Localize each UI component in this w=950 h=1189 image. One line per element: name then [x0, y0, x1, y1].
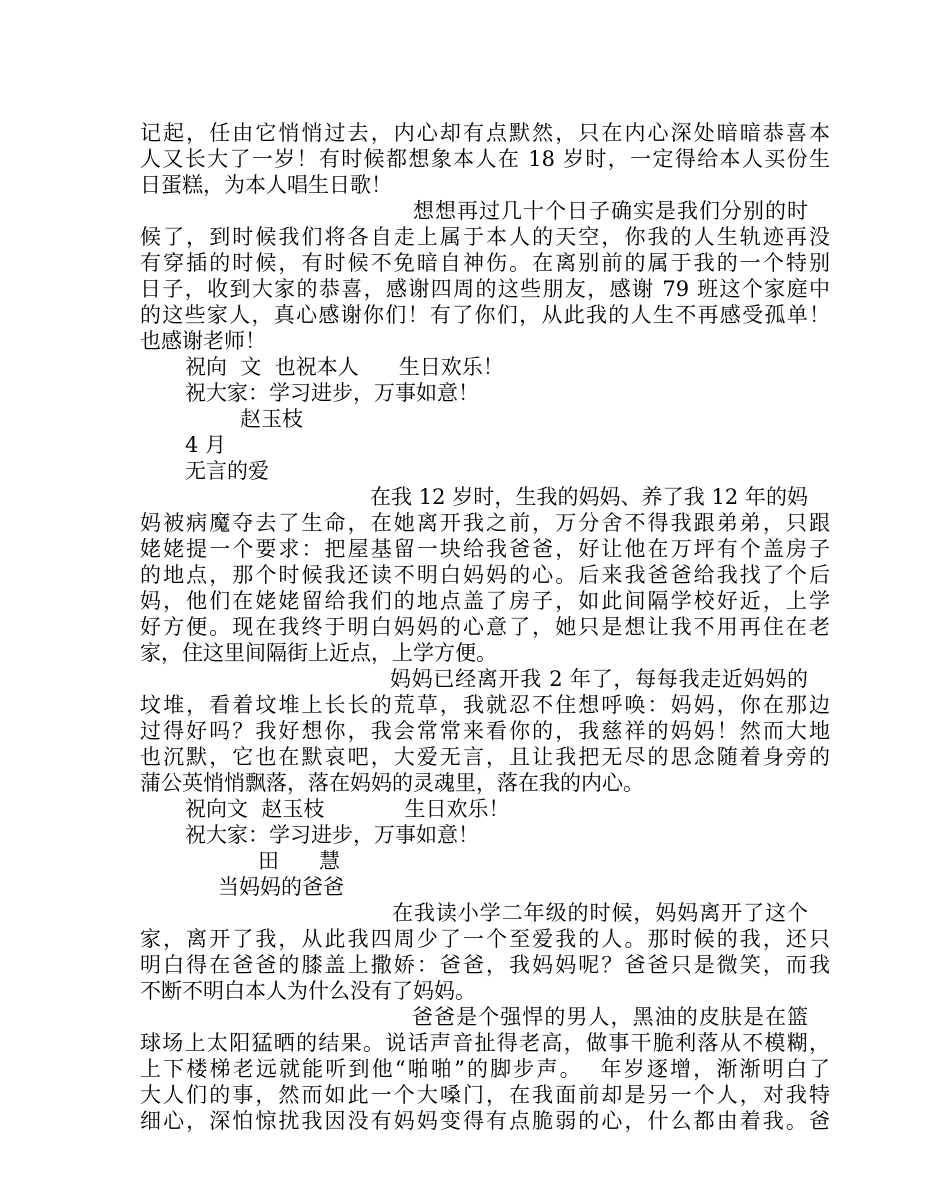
essay-title: 无言的爱	[185, 459, 269, 483]
paragraph-start-line: 爸爸是个强悍的男人，黑油的皮肤是在篮	[412, 1005, 808, 1029]
birthday-wish-line: 祝向文 赵玉枝 生日欢乐！	[185, 797, 510, 821]
text-line: 家，住这里间隔街上近点，上学方便。	[140, 641, 497, 665]
text-line: 的地点，那个时候我还读不明白妈妈的心。后来我爸爸给我找了个后	[140, 563, 830, 587]
text-line: 蒲公英悄悄飘落，落在妈妈的灵魂里，落在我的内心。	[140, 771, 644, 795]
birthday-wish-line: 祝向 文 也祝本人 生日欢乐！	[185, 355, 504, 379]
text-line: 家，离开了我，从此我四周少了一个至爱我的人。那时候的我，还只	[140, 927, 830, 951]
blessing-line: 祝大家：学习进步，万事如意！	[185, 823, 479, 847]
paragraph-start-line: 想想再过几十个日子确实是我们分别的时	[413, 199, 808, 223]
text-line: 日子，收到大家的恭喜，感谢四周的这些朋友，感谢 79 班这个家庭中	[140, 277, 830, 301]
text-line: 细心，深怕惊扰我因没有妈妈变得有点脆弱的心，什么都由着我。爸	[140, 1109, 830, 1133]
text-line: 人又长大了一岁！有时候都想象本人在 18 岁时，一定得给本人买份生	[140, 147, 830, 171]
text-line: 也感谢老师！	[140, 329, 266, 353]
blessing-line: 祝大家：学习进步，万事如意！	[185, 381, 479, 405]
paragraph-start-line: 在我 12 岁时，生我的妈妈、养了我 12 年的妈	[370, 485, 808, 509]
paragraph-start-line: 在我读小学二年级的时候，妈妈离开了这个	[392, 901, 808, 925]
author-name: 赵玉枝	[240, 407, 303, 431]
text-line: 候了，到时候我们将各自走上属于本人的天空，你我的人生轨迹再没	[140, 225, 830, 249]
text-line: 也沉默，它也在默哀吧，大爱无言，且让我把无尽的思念随着身旁的	[140, 745, 830, 769]
text-line: 有穿插的时候，有时候不免暗自神伤。在离别前的属于我的一个特别	[140, 251, 830, 275]
author-name: 田 慧	[258, 849, 341, 873]
text-line: 球场上太阳猛晒的结果。说话声音扯得老高，做事干脆利落从不模糊，	[140, 1031, 830, 1055]
text-line: 上下楼梯老远就能听到他“啪啪”的脚步声。 年岁逐增，渐渐明白了	[140, 1057, 830, 1081]
date-line: 4 月	[185, 433, 227, 457]
text-line: 姥姥提一个要求：把屋基留一块给我爸爸，好让他在万坪有个盖房子	[140, 537, 830, 561]
paragraph-start-line: 妈妈已经离开我 2 年了，每每我走近妈妈的	[390, 667, 808, 691]
text-line: 妈被病魔夺去了生命，在她离开我之前，万分舍不得我跟弟弟，只跟	[140, 511, 830, 535]
text-line: 大人们的事，然而如此一个大嗓门，在我面前却是另一个人，对我特	[140, 1083, 830, 1107]
text-line: 坟堆，看着坟堆上长长的荒草，我就忍不住想呼唤：妈妈，你在那边	[140, 693, 830, 717]
text-line: 记起，任由它悄悄过去，内心却有点默然，只在内心深处暗暗恭喜本	[140, 121, 830, 145]
essay-title: 当妈妈的爸爸	[218, 875, 344, 899]
text-line: 日蛋糕，为本人唱生日歌！	[140, 173, 392, 197]
text-line: 明白得在爸爸的膝盖上撒娇：爸爸，我妈妈呢？爸爸只是微笑，而我	[140, 953, 830, 977]
text-line: 过得好吗？我好想你，我会常常来看你的，我慈祥的妈妈！然而大地	[140, 719, 830, 743]
text-line: 好方便。现在我终于明白妈妈的心意了，她只是想让我不用再住在老	[140, 615, 830, 639]
text-line: 妈，他们在姥姥留给我们的地点盖了房子，如此间隔学校好近，上学	[140, 589, 830, 613]
text-line: 的这些家人，真心感谢你们！有了你们，从此我的人生不再感受孤单！	[140, 303, 830, 327]
text-line: 不断不明白本人为什么没有了妈妈。	[140, 979, 476, 1003]
